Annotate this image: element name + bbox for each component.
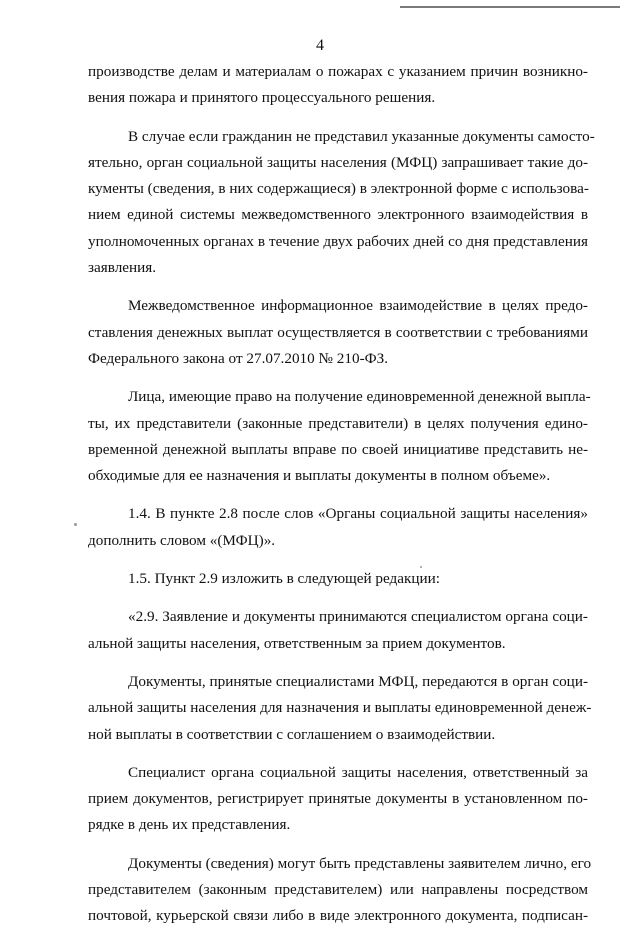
text-line: уполномоченных органах в течение двух рабочих дней со дня представления xyxy=(88,232,588,250)
text-line: производстве делам и материалам о пожарах с указанием причин возникно- xyxy=(88,63,588,80)
text-line: Документы, принятые специалистами МФЦ, передаются в орган соци- xyxy=(128,672,588,690)
text-line: временной денежной выплаты вправе по своей инициативе представить не- xyxy=(88,440,588,458)
text-line: «2.9. Заявление и документы принимаются специалистом органа соци- xyxy=(128,608,588,626)
top-scan-rule xyxy=(400,6,620,8)
text-line: представителем (законным представителем) или направлены посредством xyxy=(88,881,588,899)
text-line: ной выплаты в соответствии с соглашением о взаимодействии. xyxy=(88,725,496,743)
text-line: Специалист органа социальной защиты населения, ответственный за xyxy=(128,763,588,781)
text-line: альной защиты населения, ответственным за прием документов. xyxy=(88,634,506,652)
text-line: Федерального закона от 27.07.2010 № 210-ФЗ. xyxy=(88,349,389,367)
text-line: почтовой, курьерской связи либо в виде электронного документа, подписан- xyxy=(88,907,588,925)
text-line: прием документов, регистрирует принятые документы в установленном по- xyxy=(88,790,588,808)
text-line: ставления денежных выплат осуществляется в соответствии с требованиями xyxy=(88,323,588,341)
scan-speck xyxy=(74,523,77,526)
text-line: альной защиты населения для назначения и выплаты единовременной денеж- xyxy=(88,699,592,717)
text-line: ятельно, орган социальной защиты населения (МФЦ) запрашивает такие до- xyxy=(88,153,588,171)
page-number: 4 xyxy=(316,37,324,54)
text-line: 1.5. Пункт 2.9 изложить в следующей редакции: xyxy=(128,570,441,588)
text-line: рядке в день их представления. xyxy=(88,816,291,834)
text-line: обходимые для ее назначения и выплаты документы в полном объеме». xyxy=(88,467,551,485)
text-line: заявления. xyxy=(88,259,157,277)
text-line: дополнить словом «(МФЦ)». xyxy=(88,531,276,549)
text-line: 1.4. В пункте 2.8 после слов «Органы социальной защиты населения» xyxy=(128,505,588,523)
text-line: ты, их представители (законные представители) в целях получения едино- xyxy=(88,414,588,432)
text-line: вения пожара и принятого процессуального решения. xyxy=(88,89,436,107)
document-body xyxy=(88,59,595,930)
text-line: Документы (сведения) могут быть представлены заявителем лично, его xyxy=(128,854,592,872)
text-line: Межведомственное информационное взаимодействие в целях предо- xyxy=(128,297,588,315)
text-line: кументы (сведения, в них содержащиеся) в электронной форме с использова- xyxy=(88,180,589,198)
text-line: В случае если гражданин не представил указанные документы самосто- xyxy=(128,127,595,145)
text-line: Лица, имеющие право на получение единовременной денежной выпла- xyxy=(128,388,591,406)
scan-speck xyxy=(420,566,422,568)
text-line: нием единой системы межведомственного электронного взаимодействия в xyxy=(88,206,588,224)
